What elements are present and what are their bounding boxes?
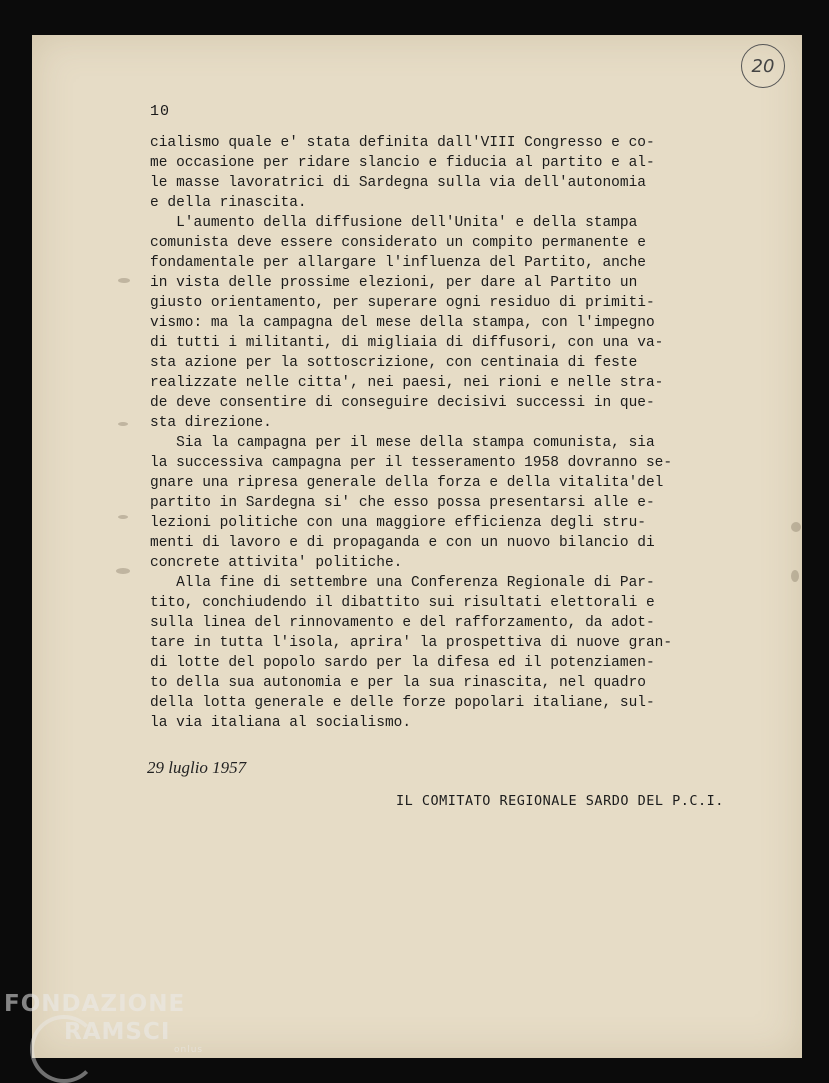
text-line: sta azione per la sottoscrizione, con centinaia di feste [150, 355, 638, 371]
paper-mark [791, 570, 799, 582]
text-line: concrete attivita' politiche. [150, 555, 403, 571]
page-number: 10 [150, 103, 171, 120]
paper-mark [791, 522, 801, 532]
text-line: e della rinascita. [150, 195, 307, 211]
text-line: in vista delle prossime elezioni, per dare al Partito un [150, 275, 638, 291]
paper-mark [116, 568, 130, 574]
document-body [150, 133, 725, 733]
watermark-line2: RAMSCI [64, 1019, 171, 1045]
text-line: di lotte del popolo sardo per la difesa ed il potenziamen- [150, 655, 655, 671]
watermark [4, 990, 203, 1054]
watermark-line1: FONDAZIONE [4, 991, 186, 1017]
text-line: vismo: ma la campagna del mese della stampa, con l'impegno [150, 315, 655, 331]
archive-number-stamp: 20 [741, 44, 785, 88]
text-line: Alla fine di settembre una Conferenza Regionale di Par- [150, 575, 655, 591]
text-line: la via italiana al socialismo. [150, 715, 412, 731]
text-line: to della sua autonomia e per la sua rinascita, nel quadro [150, 675, 646, 691]
text-line: le masse lavoratrici di Sardegna sulla via dell'autonomia [150, 175, 646, 191]
text-line: de deve consentire di conseguire decisivi successi in que- [150, 395, 655, 411]
text-line: partito in Sardegna si' che esso possa presentarsi alle e- [150, 495, 655, 511]
paper-mark [118, 422, 128, 426]
text-line: la successiva campagna per il tesseramento 1958 dovranno se- [150, 455, 673, 471]
text-line: fondamentale per allargare l'influenza del Partito, anche [150, 255, 646, 271]
text-line: comunista deve essere considerato un compito permanente e [150, 235, 646, 251]
text-line: Sia la campagna per il mese della stampa comunista, sia [150, 435, 655, 451]
text-line: della lotta generale e delle forze popolari italiane, sul- [150, 695, 655, 711]
paper-mark [118, 515, 128, 519]
text-line: tare in tutta l'isola, aprira' la prospettiva di nuove gran- [150, 635, 673, 651]
watermark-line3: onlus [174, 1045, 204, 1055]
paper-mark [118, 278, 130, 283]
text-line: me occasione per ridare slancio e fiducia al partito e al- [150, 155, 655, 171]
text-line: gnare una ripresa generale della forza e della vitalita'del [150, 475, 664, 491]
document-date: 29 luglio 1957 [147, 758, 247, 777]
text-line: lezioni politiche con una maggiore efficienza degli stru- [150, 515, 646, 531]
document-signature: IL COMITATO REGIONALE SARDO DEL P.C.I. [396, 793, 724, 809]
text-line: sta direzione. [150, 415, 272, 431]
text-line: giusto orientamento, per superare ogni residuo di primiti- [150, 295, 655, 311]
text-line: menti di lavoro e di propaganda e con un nuovo bilancio di [150, 535, 655, 551]
text-line: sulla linea del rinnovamento e del rafforzamento, da adot- [150, 615, 655, 631]
text-line: cialismo quale e' stata definita dall'VIII Congresso e co- [150, 135, 655, 151]
text-line: tito, conchiudendo il dibattito sui risultati elettorali e [150, 595, 655, 611]
text-line: di tutti i militanti, di migliaia di diffusori, con una va- [150, 335, 664, 351]
text-line: L'aumento della diffusione dell'Unita' e della stampa [150, 215, 638, 231]
text-line: realizzate nelle citta', nei paesi, nei rioni e nelle stra- [150, 375, 664, 391]
